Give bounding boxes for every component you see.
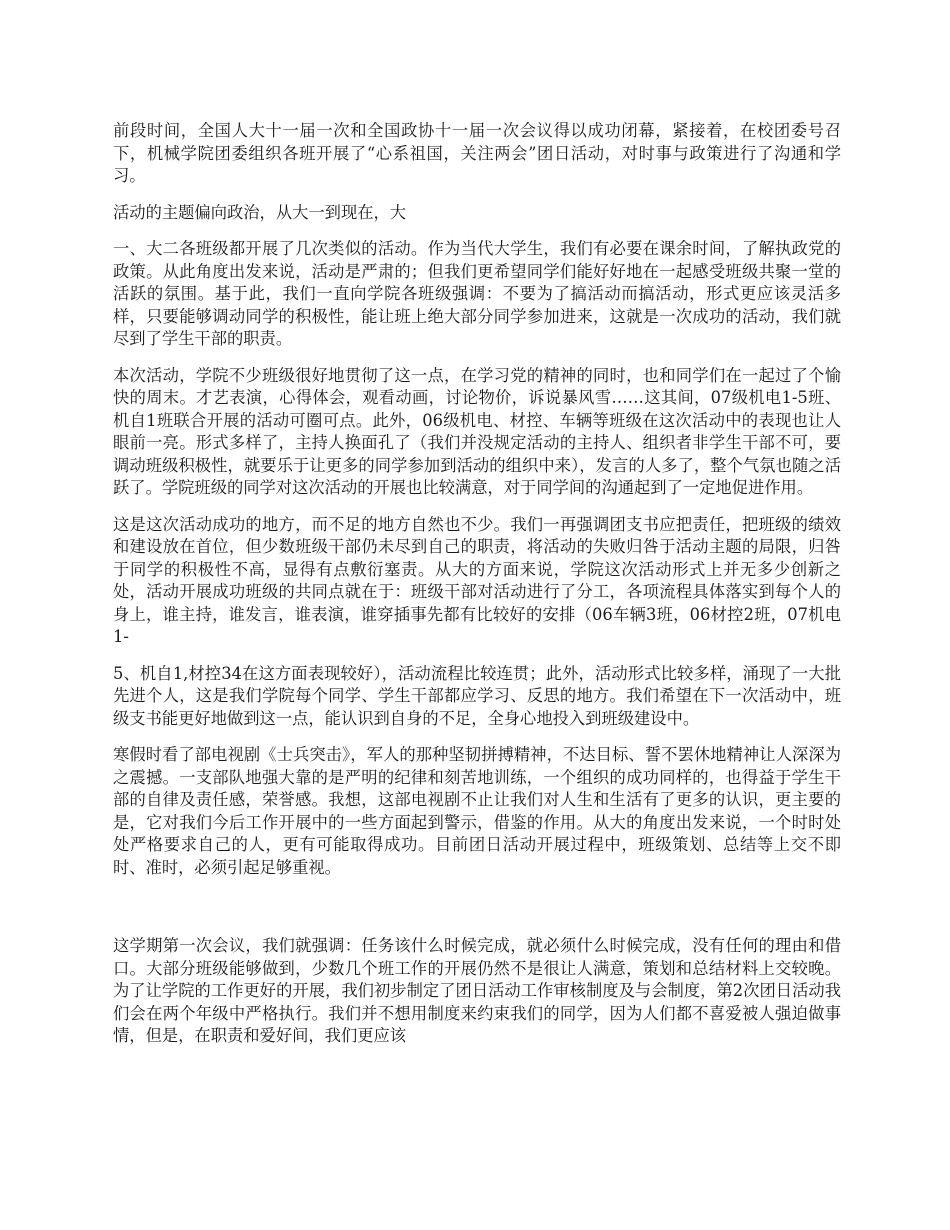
paragraph-4: 本次活动，学院不少班级很好地贯彻了这一点，在学习党的精神的同时，也和同学们在一起过了个愉快的周末。才艺表演，心得体会，观看动画，讨论物价，诉说暴风雪……这其间，07级机电1-5班、机自1班联合开展的活动可圈可点。此外，06级机电、材控、车辆等班级在这次活动中的表现也让人眼前一亮。形式多样了，主持人换面孔了（我们并没规定活动的主持人、组织者非学生干部不可，要调动班级积极性，就要乐于让更多的同学参加到活动的组织中来），发言的人多了，整个气氛也随之活跃了。学院班级的同学对这次活动的开展也比较满意，对于同学间的沟通起到了一定地促进作用。 (113, 365, 841, 497)
document-body (113, 120, 841, 1062)
paragraph-1: 前段时间，全国人大十一届一次和全国政协十一届一次会议得以成功闭幕，紧接着，在校团委号召下，机械学院团委组织各班开展了“心系祖国，关注两会”团日活动，对时事与政策进行了沟通和学习。 (113, 121, 841, 185)
paragraph-3: 一、大二各班级都开展了几次类似的活动。作为当代大学生，我们有必要在课余时间，了解执政党的政策。从此角度出发来说，活动是严肃的；但我们更希望同学们能好好地在一起感受班级共聚一堂的活跃的氛围。基于此，我们一直向学院各班级强调：不要为了搞活动而搞活动，形式更应该灵活多样，只要能够调动同学的积极性，能让班上绝大部分同学参加进来，这就是一次成功的活动，我们就尽到了学生干部的职责。 (113, 239, 841, 348)
paragraph-2: 活动的主题偏向政治，从大一到现在，大 (113, 202, 407, 222)
paragraph-6: 5、机自1,材控34在这方面表现较好），活动流程比较连贯；此外，活动形式比较多样，涌现了一大批先进个人，这是我们学院每个同学、学生干部都应学习、反思的地方。我们希望在下一次活动中，班级支书能更好地做到这一点，能认识到自身的不足，全身心地投入到班级建设中。 (113, 663, 841, 728)
paragraph-7: 寒假时看了部电视剧《士兵突击》，军人的那种坚韧拼搏精神，不达目标、誓不罢休地精神让人深深为之震撼。一支部队地强大靠的是严明的纪律和刻苦地训练，一个组织的成功同样的，也得益于学生干部的自律及责任感，荣誉感。我想，这部电视剧不止让我们对人生和生活有了更多的认识，更主要的是，它对我们今后工作开展中的一些方面起到警示，借鉴的作用。从大的角度出发来说，一个时时处处严格要求自己的人，更有可能取得成功。目前团日活动开展过程中，班级策划、总结等上交不即时、准时，必须引起足够重视。 (113, 745, 841, 877)
paragraph-5: 这是这次活动成功的地方，而不足的地方自然也不少。我们一再强调团支书应把责任，把班级的绩效和建设放在首位，但少数班级干部仍未尽到自己的职责，将活动的失败归咎于活动主题的局限，归咎于同学的积极性不高，显得有点敷衍塞责。从大的方面来说，学院这次活动形式上并无多少创新之处，活动开展成功班级的共同点就在于：班级干部对活动进行了分工，各项流程具体落实到每个人的身上，谁主持，谁发言，谁表演，谁穿插事先都有比较好的安排（06车辆3班，06材控2班，07机电1- (113, 514, 841, 646)
paragraph-8: 这学期第一次会议，我们就强调：任务该什么时候完成，就必须什么时候完成，没有任何的理由和借口。大部分班级能够做到，少数几个班工作的开展仍然不是很让人满意，策划和总结材料上交较晚。为了让学院的工作更好的开展，我们初步制定了团日活动工作审核制度及与会制度，第2次团日活动我们会在两个年级中严格执行。我们并不想用制度来约束我们的同学，因为人们都不喜爱被人强迫做事情，但是，在职责和爱好间，我们更应该 (113, 936, 841, 1045)
